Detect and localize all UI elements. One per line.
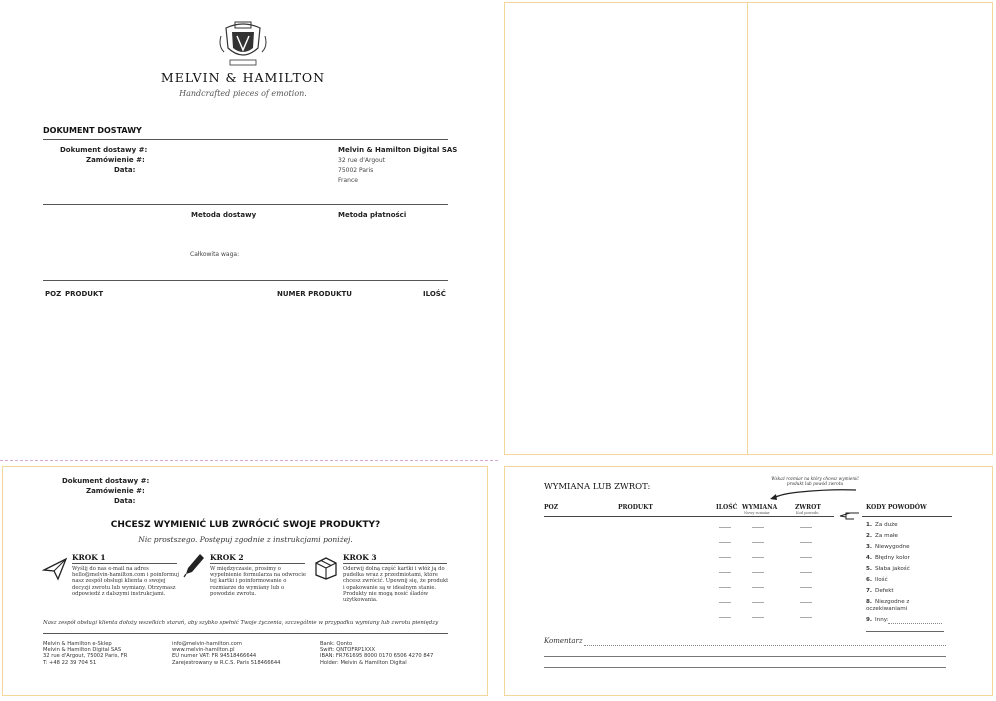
new-size-field[interactable]	[752, 557, 764, 558]
divider	[43, 204, 448, 205]
package-icon	[312, 553, 340, 581]
fold-line	[747, 2, 748, 455]
new-size-field[interactable]	[752, 617, 764, 618]
divider	[43, 633, 448, 634]
form-header-product: PRODUKT	[618, 504, 653, 511]
reason-code-label: Za duże	[875, 522, 898, 528]
reason-code-number: 3.	[866, 544, 873, 550]
reason-code-item	[866, 533, 898, 539]
qty-field[interactable]	[719, 542, 731, 543]
arrow-icon	[760, 487, 860, 501]
column-header-pos: POZ	[45, 290, 62, 298]
exchange-title: WYMIANA LUB ZWROT:	[544, 482, 651, 492]
footer-line: Holder: Melvin & Hamilton Digital	[320, 659, 407, 666]
reason-code-number: 5.	[866, 566, 873, 572]
divider	[866, 631, 944, 632]
qty-field[interactable]	[719, 527, 731, 528]
label-order-number: Zamówienie #:	[86, 156, 145, 164]
footer-contact	[172, 641, 280, 666]
reason-code-number: 8.	[866, 599, 873, 605]
reason-code-label: Inny:	[875, 617, 889, 623]
payment-method-label: Metoda płatności	[338, 211, 407, 219]
brand-crest-logo	[218, 18, 268, 70]
column-header-product: PRODUKT	[65, 290, 104, 298]
footer-line: Bank: Qonto	[320, 641, 353, 647]
column-header-product-number: NUMER PRODUKTU	[277, 290, 352, 298]
total-weight-label: Całkowita waga:	[190, 251, 240, 258]
form-header-pos: POZ	[544, 504, 559, 511]
return-heading: CHCESZ WYMIENIĆ LUB ZWRÓCIĆ SWOJE PRODUKTY?	[110, 520, 381, 530]
step-1-title: KROK 1	[72, 553, 106, 562]
shipping-method-label: Metoda dostawy	[191, 211, 257, 219]
new-size-field[interactable]	[752, 542, 764, 543]
reason-code-field[interactable]	[800, 617, 812, 618]
divider	[544, 516, 834, 517]
pointing-hand-icon	[838, 511, 860, 521]
form-header-qty: ILOŚĆ	[716, 504, 738, 511]
company-city: 75002 Paris	[338, 167, 374, 174]
form-header-return: ZWROT	[795, 504, 821, 511]
comment-field[interactable]	[584, 645, 946, 646]
company-name: Melvin & Hamilton Digital SAS	[338, 146, 458, 154]
footer-website[interactable]: www.melvin-hamilton.pl	[172, 647, 235, 654]
qty-field[interactable]	[719, 587, 731, 588]
footer-line: IBAN: FR761695 8000 0170 6506 4270 847	[320, 653, 434, 660]
reason-code-field[interactable]	[800, 527, 812, 528]
qty-field[interactable]	[719, 557, 731, 558]
divider	[43, 139, 448, 140]
reason-code-label: Defekt	[875, 588, 894, 594]
reason-code-label: Błędny kolor	[875, 555, 910, 561]
footer-line: Zarejestrowany w R.C.S. Paris 518466644	[172, 659, 281, 666]
footer-company	[43, 641, 127, 666]
reason-code-field[interactable]	[800, 587, 812, 588]
slip-label-date: Data:	[114, 497, 136, 505]
reason-code-field[interactable]	[800, 542, 812, 543]
slip-label-delivery-number: Dokument dostawy #:	[62, 477, 150, 485]
return-subheading: Nic prostszego. Postępuj zgodnie z instrukcjami poniżej.	[138, 535, 353, 544]
exchange-form-panel	[504, 466, 993, 696]
handwritten-note: Wskaż rozmiar na który chcesz wymienić produkt lub powód zwrotu	[771, 476, 859, 486]
reason-code-number: 6.	[866, 577, 873, 583]
reason-code-item	[866, 577, 888, 583]
reason-code-label: Niewygodne	[875, 544, 910, 550]
reason-code-item	[866, 599, 926, 612]
footer-line: Swift: QNTOFRP1XXX	[320, 647, 376, 654]
qty-field[interactable]	[719, 572, 731, 573]
step-2-text: W międzyczasie, prosimy o wypełnienie formularza na odwrocie tej kartki i poinformowanie o rozmiarze do wymiany lub o powodzie zwrotu.	[210, 566, 306, 597]
step-3-text: Oderwij dolną część kartki i włóż ją do pudełka wraz z przedmiotami, które chcesz zwrócić. Upewnij się, że produkt i opakowanie są w idealnym stanie. Produkty nie mogą nosić śladów użytkowania.	[343, 566, 449, 604]
label-delivery-number: Dokument dostawy #:	[60, 146, 148, 154]
reason-code-field[interactable]	[800, 572, 812, 573]
reason-code-label: Niezgodne z oczekiwaniami	[866, 599, 910, 612]
qty-field[interactable]	[719, 602, 731, 603]
step-3-rule	[343, 563, 447, 564]
footer-email[interactable]: info@melvin-hamilton.com	[172, 641, 242, 647]
reason-code-number: 1.	[866, 522, 873, 528]
return-note: Nasz zespół obsługi klienta dołoży wszelkich starań, aby szybko spełnić Twoje życzenia, szczególnie w przypadku wymiany lub zwrotu pieniędzy	[43, 620, 439, 626]
comment-line[interactable]	[544, 667, 946, 668]
reason-code-item	[866, 555, 910, 561]
divider	[862, 516, 952, 517]
pen-nib-icon	[182, 552, 206, 578]
form-header-return-sub: Kod powodu	[796, 511, 819, 515]
label-date: Data:	[114, 166, 136, 174]
brand-name: MELVIN & HAMILTON	[160, 70, 326, 85]
footer-line: T: +48 22 39 704 51	[43, 659, 97, 666]
divider	[43, 280, 448, 281]
footer-line: Melvin & Hamilton Digital SAS	[43, 647, 122, 654]
step-2-title: KROK 2	[210, 553, 244, 562]
reason-code-item	[866, 522, 898, 528]
paper-plane-icon	[42, 556, 68, 582]
step-1-text: Wyślij do nas e-mail na adres hello@melvin-hamilton.com i poinformuj nasz zespół obsługi klienta o swojej decyzji zwrotu lub wymiany. Otrzymasz odpowiedź z dalszymi instrukcjami.	[72, 566, 179, 597]
reason-code-label: Za małe	[875, 533, 898, 539]
reason-code-item	[866, 588, 894, 594]
qty-field[interactable]	[719, 617, 731, 618]
new-size-field[interactable]	[752, 587, 764, 588]
brand-tagline: Handcrafted pieces of emotion.	[179, 89, 307, 98]
step-1-rule	[72, 563, 177, 564]
step-2-rule	[210, 563, 305, 564]
reason-code-number: 9.	[866, 617, 873, 623]
form-header-exchange: WYMIANA	[742, 504, 778, 511]
other-reason-field[interactable]	[888, 623, 942, 624]
reason-code-item	[866, 566, 910, 572]
footer-line: Melvin & Hamilton e-Sklep	[43, 641, 112, 647]
comment-label: Komentarz	[544, 637, 583, 645]
new-size-field[interactable]	[752, 527, 764, 528]
slip-label-order-number: Zamówienie #:	[86, 487, 145, 495]
reason-codes-title: KODY POWODÓW	[866, 504, 927, 511]
blank-panel	[504, 2, 993, 455]
form-header-exchange-sub: Nowy rozmiar	[744, 511, 770, 515]
reason-code-field[interactable]	[800, 602, 812, 603]
reason-code-item	[866, 544, 910, 550]
company-country: France	[338, 177, 358, 184]
reason-code-number: 4.	[866, 555, 873, 561]
step-3-title: KROK 3	[343, 553, 377, 562]
reason-code-number: 7.	[866, 588, 873, 594]
tear-off-line	[0, 460, 498, 461]
new-size-field[interactable]	[752, 572, 764, 573]
reason-code-field[interactable]	[800, 557, 812, 558]
reason-code-label: Słaba jakość	[875, 566, 910, 572]
new-size-field[interactable]	[752, 602, 764, 603]
company-street: 32 rue d'Argout	[338, 157, 385, 164]
footer-line: 32 rue d'Argout, 75002 Paris, FR	[43, 653, 128, 660]
reason-code-item	[866, 617, 889, 623]
delivery-title: DOKUMENT DOSTAWY	[43, 126, 142, 135]
footer-line: EU numer VAT: FR 94518466644	[172, 653, 257, 660]
reason-code-number: 2.	[866, 533, 873, 539]
reason-code-label: Ilość	[875, 577, 888, 583]
column-header-quantity: ILOŚĆ	[423, 290, 446, 298]
footer-bank	[320, 641, 433, 666]
comment-line[interactable]	[544, 656, 946, 657]
